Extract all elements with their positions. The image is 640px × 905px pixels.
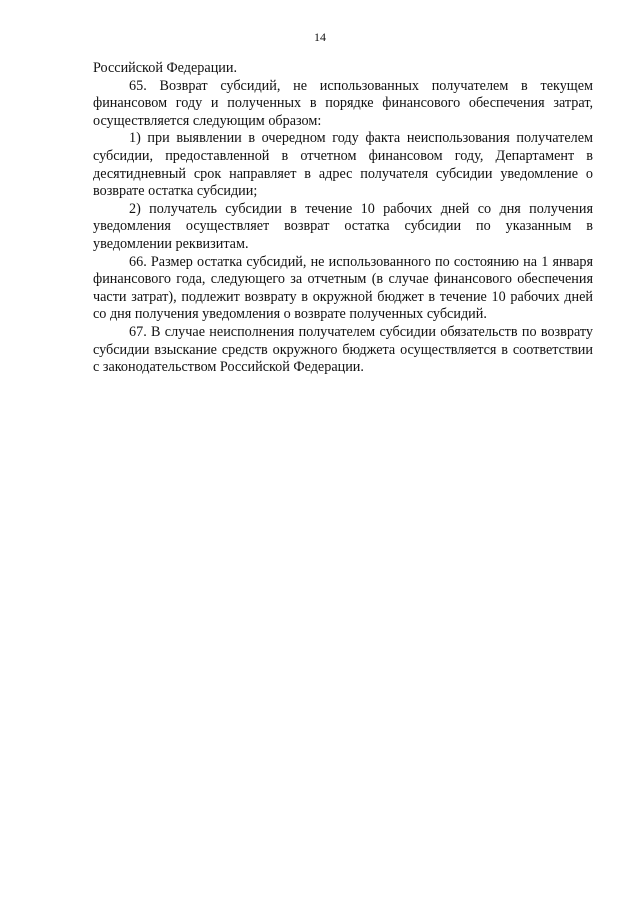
paragraph-65: 65. Возврат субсидий, не использованных получателем в текущем финансовом году и полученных в порядке финансового обеспечения затрат, осуществляется следующим образом:	[93, 77, 593, 129]
paragraph-65-item-2: 2) получатель субсидии в течение 10 рабочих дней со дня получения уведомления осуществляет возврат остатка субсидии по указанным в уведомлении реквизитам.	[93, 200, 593, 252]
paragraph-66: 66. Размер остатка субсидий, не использованного по состоянию на 1 января финансового года, следующего за отчетным (в случае финансового обеспечения части затрат), подлежит возврату в окружной бюджет в течение 10 рабочих дней со дня получения уведомления о возврате полученных субсидий.	[93, 253, 593, 323]
document-body	[93, 60, 593, 377]
paragraph-continuation: Российской Федерации.	[93, 60, 238, 76]
paragraph-65-item-1: 1) при выявлении в очередном году факта неиспользования получателем субсидии, предоставленной в отчетном финансовом году, Департамент в десятидневный срок направляет в адрес получателя субсидии уведомление о возврате остатка субсидии;	[93, 130, 593, 200]
paragraph-67: 67. В случае неисполнения получателем субсидии обязательств по возврату субсидии взыскание средств окружного бюджета осуществляется в соответствии с законодательством Российской Федерации.	[93, 323, 593, 376]
page-number: 14	[314, 30, 326, 44]
